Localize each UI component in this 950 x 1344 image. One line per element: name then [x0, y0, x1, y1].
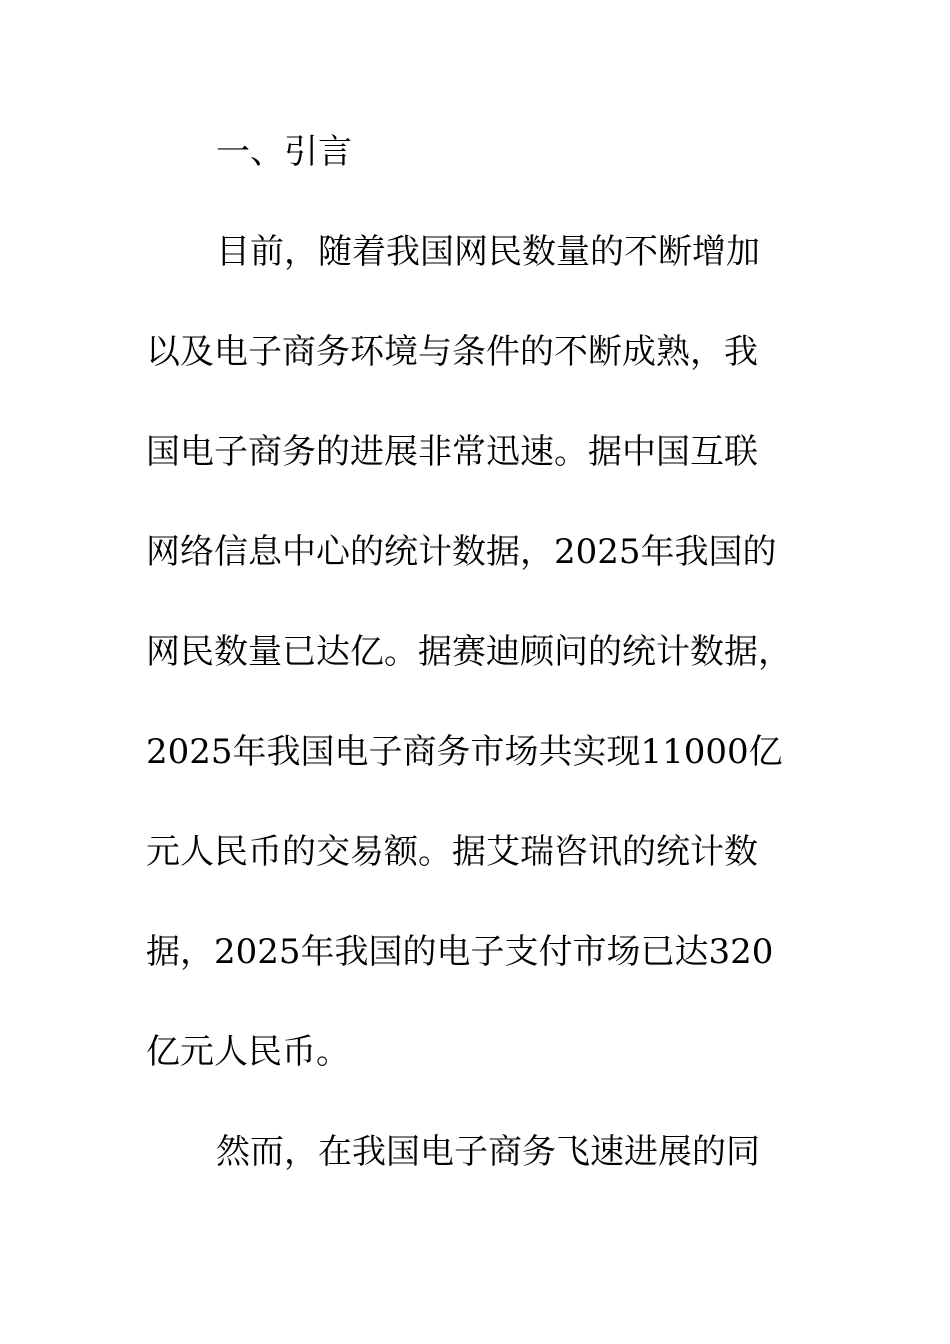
paragraph-line: 据，2025年我国的电子支付市场已达320	[146, 932, 774, 972]
paragraph-line: 然而，在我国电子商务飞速进展的同	[216, 1132, 760, 1172]
paragraph-line: 网络信息中心的统计数据，2025年我国的	[146, 532, 777, 572]
paragraph-line: 网民数量已达亿。据赛迪顾问的统计数据，	[146, 632, 792, 672]
paragraph-line: 国电子商务的进展非常迅速。据中国互联	[146, 432, 758, 472]
paragraph-line: 目前，随着我国网民数量的不断增加	[216, 232, 760, 272]
paragraph-line: 元人民币的交易额。据艾瑞咨讯的统计数	[146, 832, 758, 872]
paragraph-line: 2025年我国电子商务市场共实现11000亿	[146, 732, 783, 772]
paragraph-line: 以及电子商务环境与条件的不断成熟，我	[146, 332, 758, 372]
section-heading: 一、引言	[216, 132, 352, 172]
paragraph-line: 亿元人民币。	[146, 1032, 350, 1072]
